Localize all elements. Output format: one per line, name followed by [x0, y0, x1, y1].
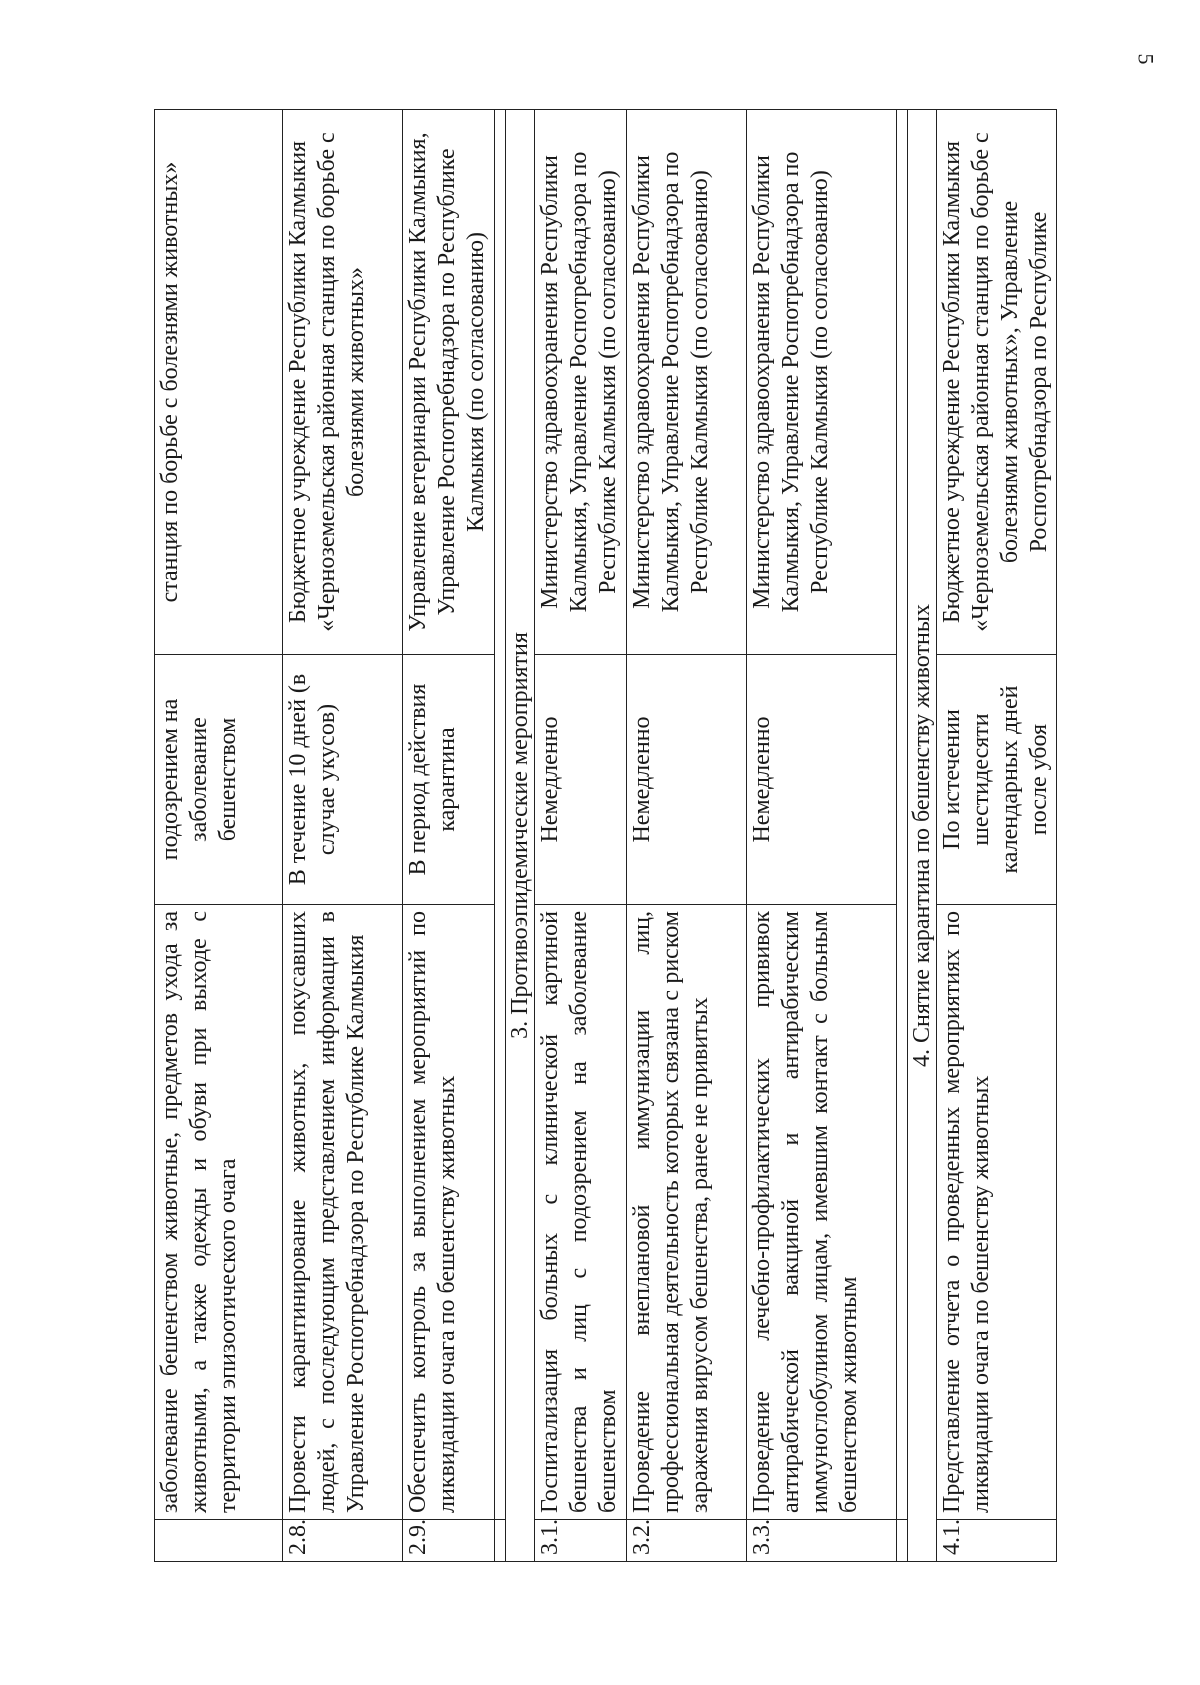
measure-description: Проведение лечебно-профилактических прививок антирабической вакциной и антирабическим иммуноглобулином лицам, имевшим контакт с больным бешенством животным [747, 905, 897, 1520]
measure-executor: Министерство здравоохранения Республики Калмыкия, Управление Роспотребнадзора по Республике Калмыкия (по согласованию) [747, 110, 897, 655]
table-row [747, 110, 897, 1562]
gap-cell [897, 1520, 908, 1562]
rotated-table-container [154, 110, 1098, 1562]
table-row [535, 110, 627, 1562]
row-number: 3.1. [535, 1520, 627, 1562]
measures-table [154, 109, 1057, 1562]
measure-description: Обеспечить контроль за выполнением мероприятий по ликвидации очага по бешенству животных [403, 905, 495, 1520]
measure-description: Госпитализация больных с клинической картиной бешенства и лиц с подозрением на заболевание бешенством [535, 905, 627, 1520]
measure-term: Немедленно [535, 655, 627, 905]
measure-term: подозрением на заболевание бешенством [155, 655, 283, 905]
row-number: 2.8. [283, 1520, 403, 1562]
table-row [155, 110, 283, 1562]
table-row [627, 110, 747, 1562]
measure-description: Проведение внеплановой иммунизации лиц, профессиональная деятельность которых связана с риском заражения вирусом бешенства, ранее не привитых [627, 905, 747, 1520]
row-number [155, 1520, 283, 1562]
measure-term: Немедленно [627, 655, 747, 905]
gap-cell [897, 110, 908, 1520]
measure-term: По истечении шестидесяти календарных дней после убоя [937, 655, 1057, 905]
section-row [506, 110, 535, 1562]
row-number: 3.3. [747, 1520, 897, 1562]
page-number: 5 [1133, 53, 1159, 65]
measure-executor: станция по борьбе с болезнями животных» [155, 110, 283, 655]
section-title: 4. Снятие карантина по бешенству животных [908, 110, 937, 1562]
table-gap-row [495, 110, 506, 1562]
measure-term: Немедленно [747, 655, 897, 905]
measure-term: В течение 10 дней (в случае укусов) [283, 655, 403, 905]
measure-description: Провести карантинирование животных, покусавших людей, с последующим представлением информации в Управление Роспотребнадзора по Республике Калмыкия [283, 905, 403, 1520]
row-number: 3.2. [627, 1520, 747, 1562]
table-row [937, 110, 1057, 1562]
table-row [283, 110, 403, 1562]
row-number: 4.1. [937, 1520, 1057, 1562]
measure-executor: Министерство здравоохранения Республики Калмыкия, Управление Роспотребнадзора по Республике Калмыкия (по согласованию) [535, 110, 627, 655]
measure-executor: Бюджетное учреждение Республики Калмыкия «Черноземельская районная станция по борьбе с болезнями животных» [283, 110, 403, 655]
table-gap-row [897, 110, 908, 1562]
measure-executor: Управление ветеринарии Республики Калмыкия, Управление Роспотребнадзора по Республике Калмыкия (по согласованию) [403, 110, 495, 655]
table-row [403, 110, 495, 1562]
measure-executor: Бюджетное учреждение Республики Калмыкия «Черноземельская районная станция по борьбе с болезнями животных», Управление Роспотребнадзора по Республике [937, 110, 1057, 655]
measure-term: В период действия карантина [403, 655, 495, 905]
section-title: 3. Противоэпидемические мероприятия [506, 110, 535, 1562]
measure-description: Представление отчета о проведенных мероприятиях по ликвидации очага по бешенству животных [937, 905, 1057, 1520]
gap-cell [495, 110, 506, 1520]
section-row [908, 110, 937, 1562]
row-number: 2.9. [403, 1520, 495, 1562]
measure-description: заболевание бешенством животные, предметов ухода за животными, а также одежды и обуви при выходе с территории эпизоотического очага [155, 905, 283, 1520]
gap-cell [495, 1520, 506, 1562]
measure-executor: Министерство здравоохранения Республики Калмыкия, Управление Роспотребнадзора по Республике Калмыкия (по согласованию) [627, 110, 747, 655]
